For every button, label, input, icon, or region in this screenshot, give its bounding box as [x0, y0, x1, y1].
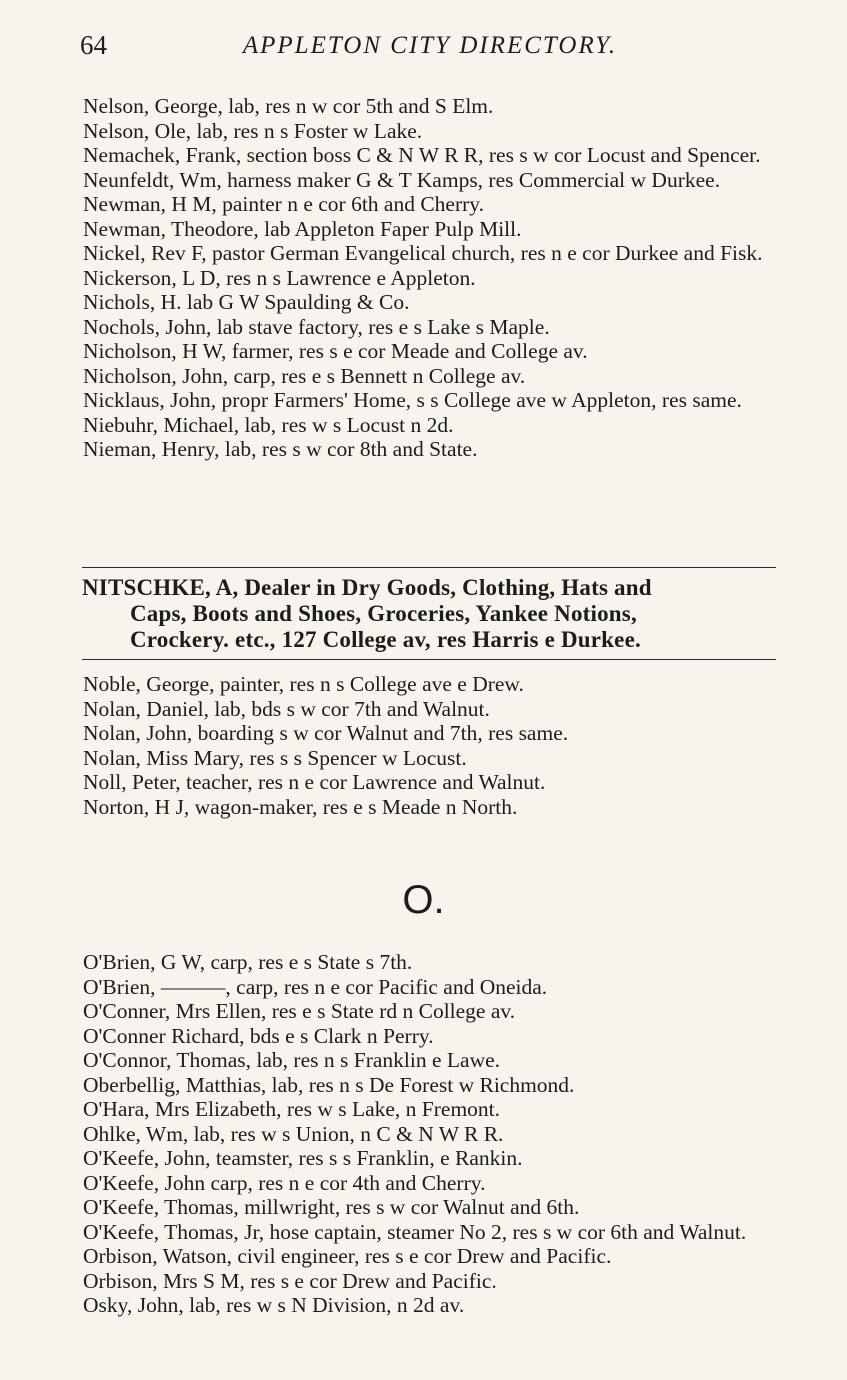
- directory-entries-n-first: [83, 94, 783, 462]
- directory-entry: Nolan, Daniel, lab, bds s w cor 7th and Walnut.: [83, 696, 490, 721]
- directory-entry: Newman, Theodore, lab Appleton Faper Pulp Mill.: [83, 216, 522, 241]
- directory-entry: Nolan, Miss Mary, res s s Spencer w Locust.: [83, 745, 467, 770]
- directory-entry: Nickerson, L D, res n s Lawrence e Appleton.: [83, 265, 476, 290]
- directory-entry: Nicholson, John, carp, res e s Bennett n College av.: [83, 363, 526, 388]
- directory-entry: O'Brien, ———, carp, res n e cor Pacific and Oneida.: [83, 974, 548, 999]
- directory-entries-n-second: [83, 672, 783, 819]
- directory-entry: Nochols, John, lab stave factory, res e s Lake s Maple.: [83, 314, 550, 339]
- directory-entry: O'Keefe, Thomas, millwright, res s w cor Walnut and 6th.: [83, 1195, 580, 1219]
- directory-entry: Noble, George, painter, res n s College ave e Drew.: [83, 672, 524, 696]
- directory-entry: Neunfeldt, Wm, harness maker G & T Kamps, res Commercial w Durkee.: [83, 167, 721, 192]
- page-number: 64: [80, 30, 107, 60]
- directory-entry: Oberbellig, Matthias, lab, res n s De Forest w Richmond.: [83, 1072, 575, 1097]
- directory-entry: O'Conner, Mrs Ellen, res e s State rd n College av.: [83, 999, 516, 1023]
- directory-entry: O'Connor, Thomas, lab, res n s Franklin e Lawe.: [83, 1048, 501, 1072]
- directory-entry: Nichols, H. lab G W Spaulding & Co.: [83, 290, 410, 314]
- directory-entry: O'Hara, Mrs Elizabeth, res w s Lake, n Fremont.: [83, 1097, 501, 1121]
- directory-entry: O'Brien, G W, carp, res e s State s 7th.: [83, 950, 413, 974]
- advertisement-line: Crockery. etc., 127 College av, res Harris e Durkee.: [130, 627, 641, 652]
- directory-entry: O'Keefe, John carp, res n e cor 4th and Cherry.: [83, 1170, 486, 1195]
- advertisement-line: Caps, Boots and Shoes, Groceries, Yankee Notions,: [130, 601, 637, 626]
- directory-entry: Nicklaus, John, propr Farmers' Home, s s College ave w Appleton, res same.: [83, 388, 742, 412]
- advertisement-line: NITSCHKE, A, Dealer in Dry Goods, Clothing, Hats and: [82, 575, 652, 600]
- directory-entry: Nelson, Ole, lab, res n s Foster w Lake.: [83, 118, 423, 143]
- advertisement-bottom-rule: [82, 659, 776, 660]
- directory-entry: Nelson, George, lab, res n w cor 5th and S Elm.: [83, 94, 494, 118]
- directory-entry: Orbison, Watson, civil engineer, res s e cor Drew and Pacific.: [83, 1244, 612, 1268]
- directory-entry: Nickel, Rev F, pastor German Evangelical church, res n e cor Durkee and Fisk.: [83, 241, 763, 265]
- directory-entry: Nicholson, H W, farmer, res s e cor Meade and College av.: [83, 339, 588, 363]
- page-header: [80, 30, 770, 66]
- directory-entry: Nolan, John, boarding s w cor Walnut and 7th, res same.: [83, 721, 569, 745]
- directory-entry: Norton, H J, wagon-maker, res e s Meade n North.: [83, 794, 518, 819]
- section-letter-heading: O.: [402, 878, 445, 922]
- running-title: APPLETON CITY DIRECTORY.: [242, 32, 618, 59]
- directory-entry: Orbison, Mrs S M, res s e cor Drew and Pacific.: [83, 1268, 497, 1293]
- directory-entry: Noll, Peter, teacher, res n e cor Lawrence and Walnut.: [83, 770, 546, 794]
- directory-entry: Ohlke, Wm, lab, res w s Union, n C & N W R R.: [83, 1121, 504, 1146]
- directory-entry: O'Conner Richard, bds e s Clark n Perry.: [83, 1023, 434, 1048]
- directory-entry: O'Keefe, Thomas, Jr, hose captain, steamer No 2, res s w cor 6th and Walnut.: [83, 1219, 747, 1244]
- directory-entries-o: [83, 950, 783, 1318]
- advertisement-block: [82, 575, 782, 653]
- directory-entry: Osky, John, lab, res w s N Division, n 2d av.: [83, 1293, 465, 1317]
- directory-entry: Newman, H M, painter n e cor 6th and Cherry.: [83, 192, 485, 216]
- advertisement-top-rule: [82, 567, 776, 568]
- directory-entry: Nemachek, Frank, section boss C & N W R R, res s w cor Locust and Spencer.: [83, 143, 761, 167]
- directory-entry: Nieman, Henry, lab, res s w cor 8th and State.: [83, 437, 478, 461]
- directory-entry: Niebuhr, Michael, lab, res w s Locust n 2d.: [83, 412, 454, 437]
- directory-entry: O'Keefe, John, teamster, res s s Franklin, e Rankin.: [83, 1146, 523, 1170]
